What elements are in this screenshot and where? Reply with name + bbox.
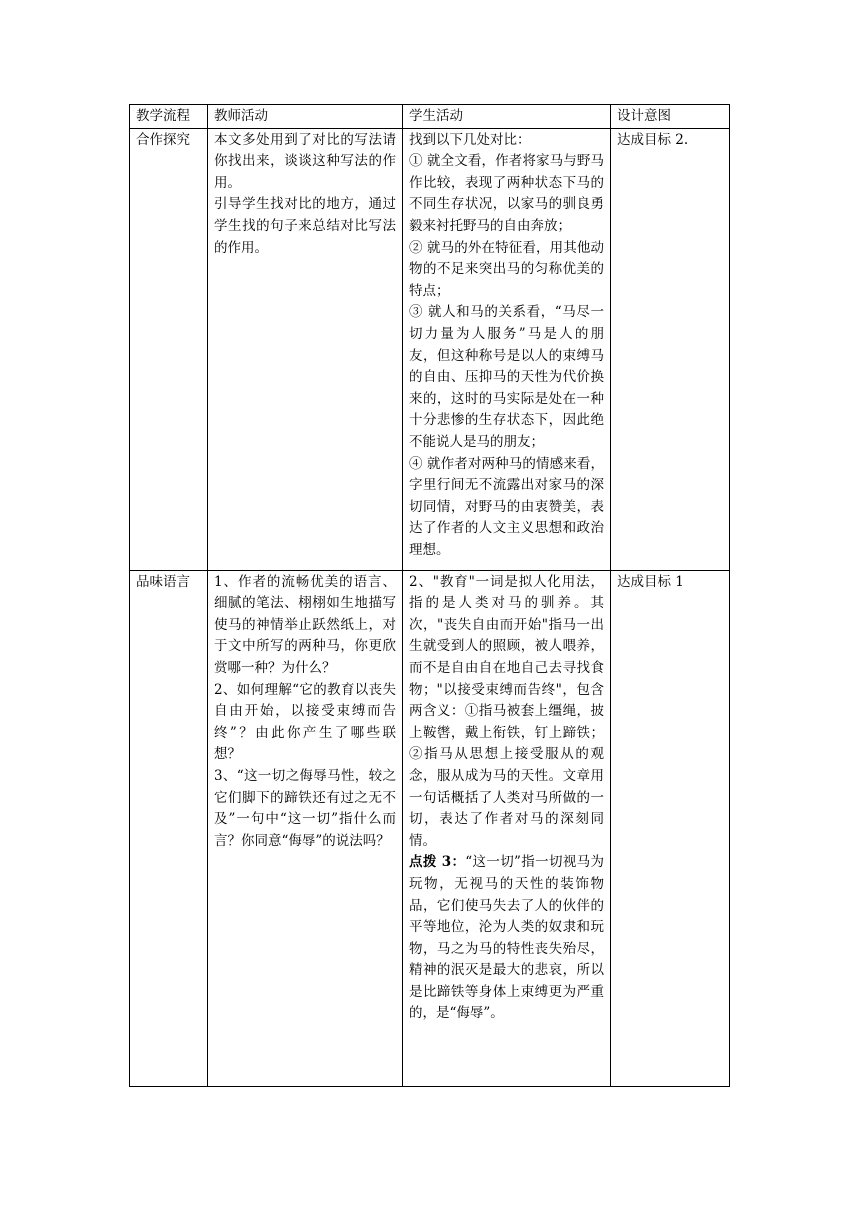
student-text: ② 就马的外在特征看，用其他动物的不足来突出马的匀称优美的特点； xyxy=(409,239,604,299)
student-text: 找到以下几处对比： xyxy=(409,131,531,148)
student-text: ③ 就人和马的关系看，“马尽一切力量为人服务”马是人的朋友，但这种称号是以人的束缚马的自由、压抑马的天性为代价换来的，这时的马实际是处在一种十分悲惨的生存状态下，因此绝不能说人是马的朋友； xyxy=(409,304,604,450)
student-hint xyxy=(409,852,604,1025)
student-text: ④ 就作者对两种马的情感来看，字里行间无不流露出对家马的深切同情，对野马的由衷赞美，表达了作者的人文主义思想和政治理想。 xyxy=(409,455,604,558)
hint-text: “这一切”指一切视马为玩物，无视马的天性的装饰物品，它们使马失去了人的伙伴的平等地位，沦为人类的奴隶和玩物，马之为马的特性丧失殆尽，精神的泯灭是最大的悲哀，所以是比蹄铁等身体上束缚更为严重的，是“侮辱”。 xyxy=(409,854,604,1022)
header-row xyxy=(130,105,730,129)
stage-cell: 合作探究 xyxy=(130,128,208,570)
student-text: ① 就全文看，作者将家马与野马作比较，表现了两种状态下马的不同生存状况，以家马的驯良勇毅来衬托野马的自由奔放； xyxy=(409,153,604,234)
teacher-activity-cell xyxy=(208,570,403,1086)
table-row-language-appreciation xyxy=(130,570,730,1086)
teacher-question: 3、“这一切之侮辱马性，较之它们脚下的蹄铁还有过之无不及”一句中“这一切”指什么而言？你同意“侮辱”的说法吗？ xyxy=(214,767,396,849)
teacher-text: 引导学生找对比的地方，通过学生找的句子来总结对比写法的作用。 xyxy=(214,196,396,256)
teacher-activity-cell xyxy=(208,128,403,570)
teacher-question: 2、如何理解“它的教育以丧失自由开始，以接受束缚而告终”？由此你产生了哪些联想？ xyxy=(214,681,396,763)
header-student-activity: 学生活动 xyxy=(403,105,611,129)
stage-cell: 品味语言 xyxy=(130,570,208,1086)
teacher-question: 1、作者的流畅优美的语言、细腻的笔法、栩栩如生地描写使马的神情举止跃然纸上，对于文中所写的两种马，你更欣赏哪一种？为什么？ xyxy=(214,573,396,676)
table-row-cooperative-inquiry xyxy=(130,128,730,570)
design-intent-cell: 达成目标 2. xyxy=(611,128,730,570)
hint-label: 点拨 3： xyxy=(409,854,466,871)
teacher-text: 本文多处用到了对比的写法请你找出来，谈谈这种写法的作用。 xyxy=(214,131,396,191)
header-teaching-process: 教学流程 xyxy=(130,105,208,129)
design-intent-cell: 达成目标 1 xyxy=(611,570,730,1086)
student-activity-cell xyxy=(403,570,611,1086)
lesson-plan-table xyxy=(129,104,730,1087)
header-teacher-activity: 教师活动 xyxy=(208,105,403,129)
header-design-intent: 设计意图 xyxy=(611,105,730,129)
student-activity-cell xyxy=(403,128,611,570)
student-text: 2、"教育"一词是拟人化用法，指的是人类对马的驯养。其次，"丧失自由而开始"指马一出生就受到人的照顾，被人喂养，而不是自由自在地自己去寻找食物；"以接受束缚而告终"，包含两含义：①指马被套上缰绳，披上鞍辔，戴上衔铁，钉上蹄铁；②指马从思想上接受服从的观念，服从成为马的天性。文章用一句话概括了人类对马所做的一切，表达了作者对马的深刻同情。 xyxy=(409,573,604,849)
